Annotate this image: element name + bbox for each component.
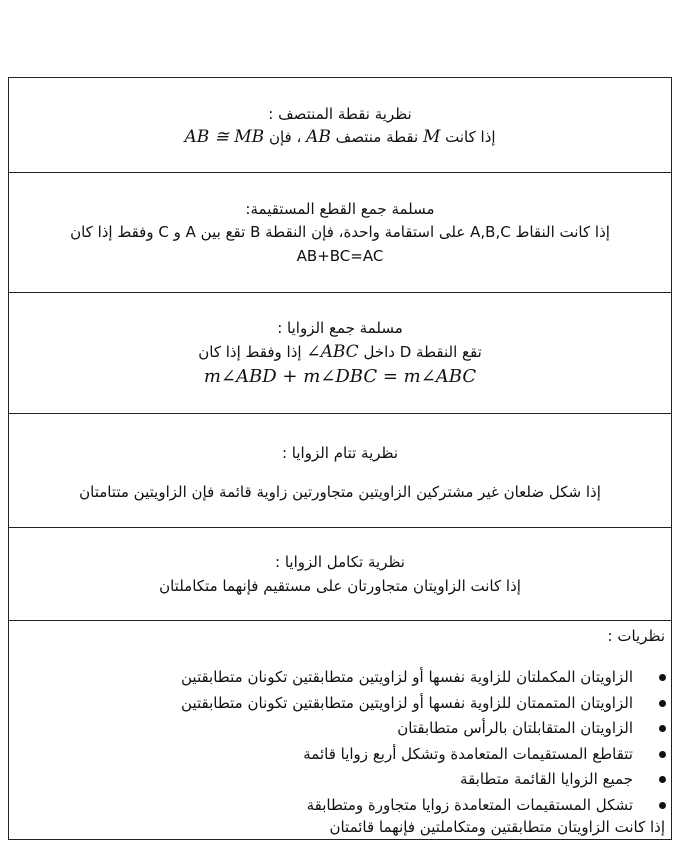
theorems-table [8,77,672,840]
bullet-icon [659,700,666,707]
right-angles-theorem: إذا كانت الزاويتان متطابقتين ومتكاملتين فإنهما قائمتان [329,818,665,836]
complement-theorem-cell [9,414,671,528]
midpoint-middle: نقطة منتصف [335,128,419,146]
segment-addition-cell [9,173,671,293]
angle-addition-angle: ∠ABC [306,342,359,362]
angle-addition-cell [9,293,671,414]
theorems-list-title: نظريات : [607,627,665,645]
complement-theorem-statement: إذا شكل ضلعان غير مشتركين الزاويتين متجاورتين زاوية قائمة فإن الزاويتين متتامتان [79,483,601,501]
angle-addition-equation: m∠ABD + m∠DBC = m∠ABC [203,366,477,387]
segment-addition-equation [9,246,671,266]
list-item: جميع الزوايا القائمة متطابقة [181,767,633,793]
list-item: الزاويتان المتممتان للزاوية نفسها أو لزاويتين متطابقتين تكونان متطابقتين [181,691,633,717]
list-item: الزاويتان المتقابلتان بالرأس متطابقتان [181,716,633,742]
supplement-theorem-cell [9,528,671,621]
list-item: الزاويتان المكملتان للزاوية نفسها أو لزاويتين متطابقتين تكونان متطابقتين [181,665,633,691]
angle-addition-equation-line [9,367,671,387]
midpoint-theorem-cell [9,78,671,173]
theorems-list [181,665,633,818]
bullet-icon [659,751,666,758]
supplement-theorem-title: نظرية تكامل الزوايا : [275,553,405,571]
midpoint-segment: AB [306,127,331,147]
angle-addition-suffix: إذا وفقط إذا كان [198,343,302,361]
angle-addition-prefix: تقع النقطة D داخل [363,343,482,361]
angle-addition-title: مسلمة جمع الزوايا : [277,319,403,337]
segment-addition-title: مسلمة جمع القطع المستقيمة: [245,200,435,218]
bullet-icon [659,802,666,809]
midpoint-then: ، فإن [268,128,302,146]
segment-addition-formula: AB+BC=AC [296,247,384,265]
midpoint-point: M [422,127,441,147]
complement-theorem-title: نظرية تتام الزوايا : [281,444,399,462]
segment-addition-statement: إذا كانت النقاط A,B,C على استقامة واحدة، فإن النقطة B تقع بين A و C وفقط إذا كان [70,223,610,241]
list-item: تشكل المستقيمات المتعامدة زوايا متجاورة ومتطابقة [181,793,633,819]
midpoint-theorem-title: نظرية نقطة المنتصف : [268,105,412,123]
midpoint-theorem-statement [9,127,671,147]
midpoint-result: AB ≅ MB [184,127,265,147]
theorems-list-cell [9,621,671,840]
bullet-icon [659,725,666,732]
angle-addition-statement [9,342,671,362]
midpoint-prefix: إذا كانت [445,128,496,146]
bullet-icon [659,776,666,783]
supplement-theorem-statement: إذا كانت الزاويتان متجاورتان على مستقيم فإنهما متكاملتان [159,577,521,595]
list-item: تتقاطع المستقيمات المتعامدة وتشكل أربع زوايا قائمة [181,742,633,768]
bullet-icon [659,674,666,681]
